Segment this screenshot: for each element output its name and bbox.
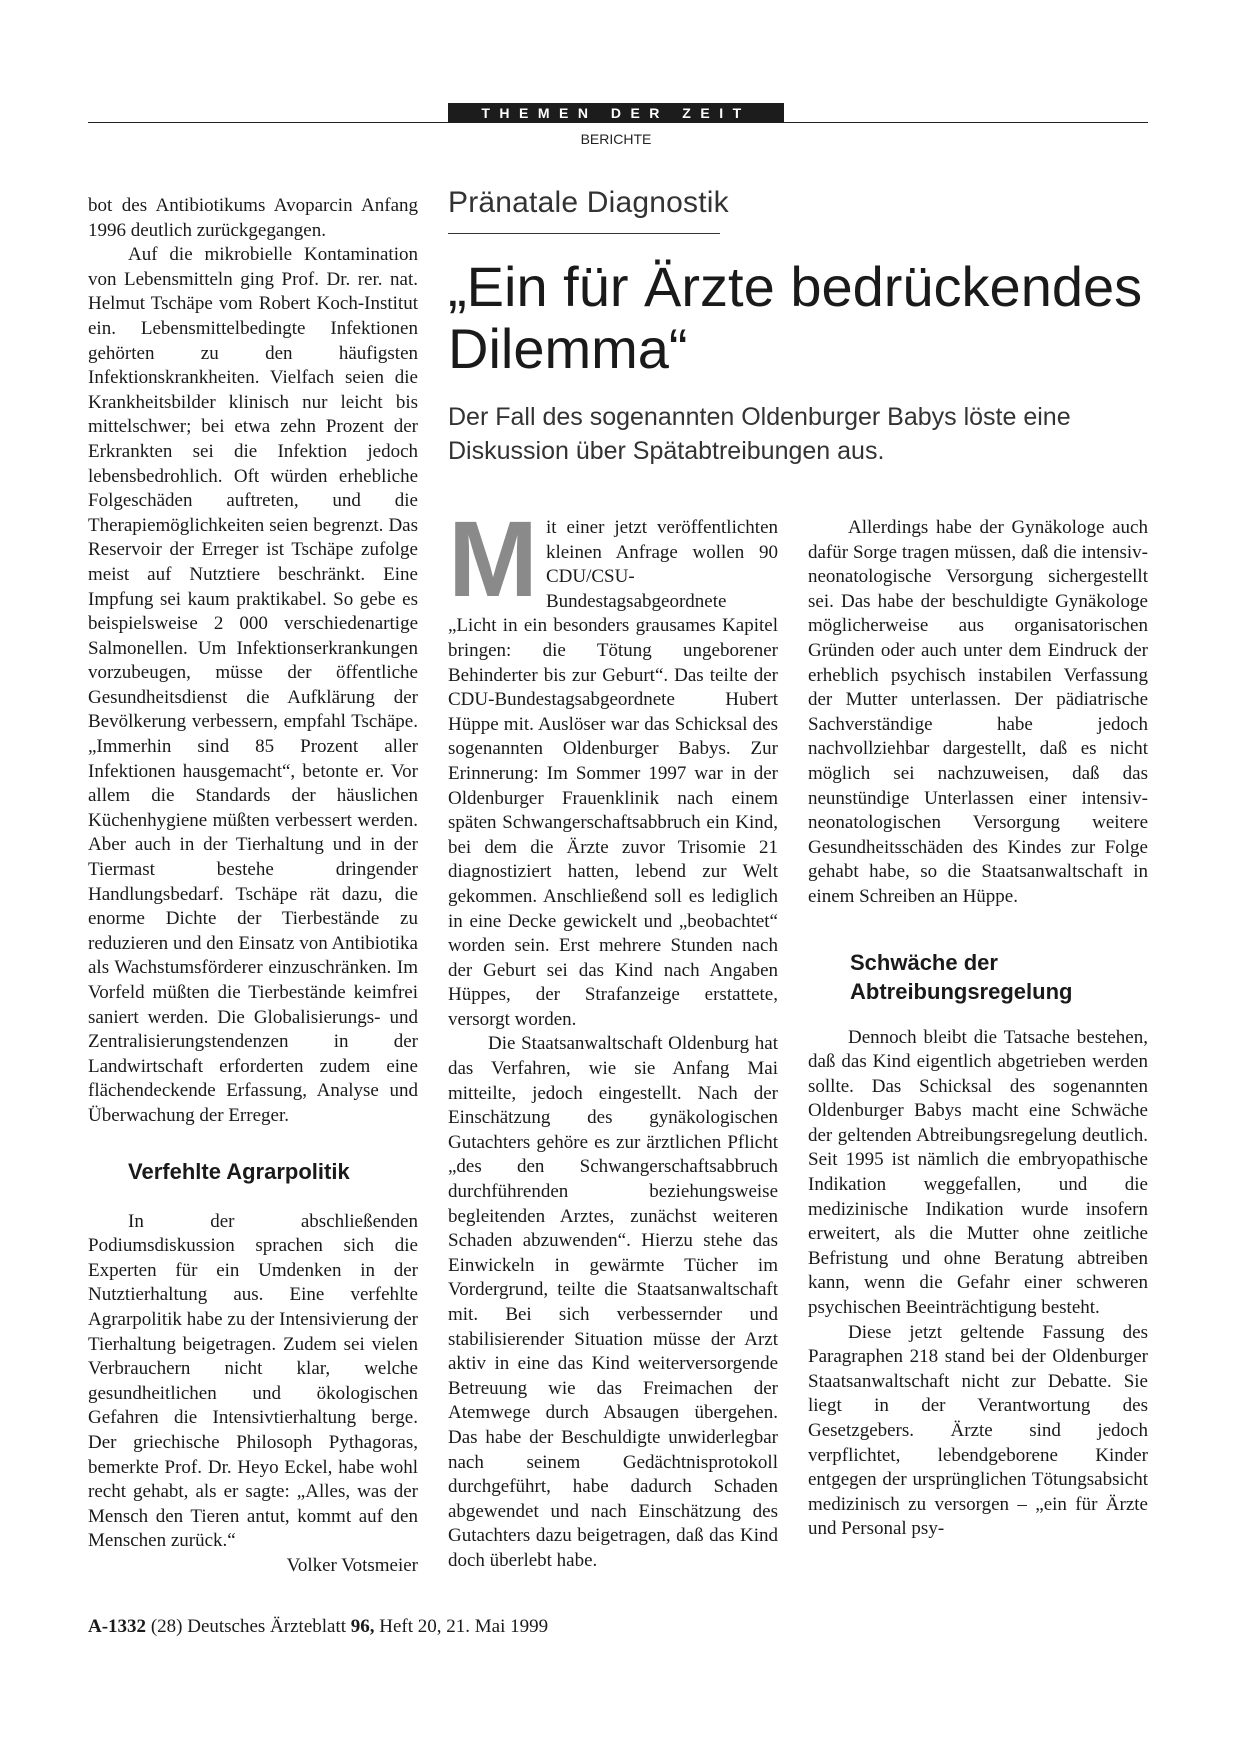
middle-paragraph-1-text: it einer jetzt veröffentlichten kleinen Anfrage wollen 90 CDU/CSU-Bundestagsabgeordnete „Licht in ein besonders grausames Kapitel bringen: die Tötung ungeborener Behinderter bis zur Geburt“. Das teilte der CDU-Bundestagsabgeordnete Hubert Hüppe mit. Auslöser war das Schicksal des sogenannten Oldenburger Babys. Zur Erinnerung: Im Sommer 1997 war in der Oldenburger Frauenklinik nach einem späten Schwangerschaftsabbruch ein Kind, bei dem die Ärzte zuvor Trisomie 21 diagnostiziert hatten, lebend zur Welt gekommen. Anschließend soll es lediglich in eine Decke gewickelt und „beobachtet“ worden sein. Erst mehrere Stunden nach der Geburt sei das Kind nach Angaben Hüppes, der Strafanzeige erstattete, versorgt worden. [448,517,778,1030]
footer-volume: 96, [350,1616,375,1637]
footer-issue: Heft 20, 21. Mai 1999 [379,1616,549,1637]
page-code: A-1332 [88,1616,147,1637]
kicker-rule [448,233,720,234]
section-label: THEMEN DER ZEIT [448,103,784,123]
middle-column [448,498,778,1574]
right-paragraph-2: Dennoch bleibt die Tatsache bestehen, daß das Kind eigentlich abgetrieben werden sollte. Das Schicksal des sogenannten Oldenburger Babys macht eine Schwäche der geltenden Abtreibungsregelung deutlich. Seit 1995 ist nämlich die embryopathische Indikation weggefallen, und die medizinische Indikation wurde insofern erweitert, als die Mutter ohne zeitliche Befristung und ohne Beratung abtreiben kann, wenn die Gefahr einer schweren psychischen Beeinträchtigung besteht. [808,1026,1148,1319]
subsection-label: BERICHTE [580,131,652,147]
article-deck: Der Fall des sogenannten Oldenburger Babys löste eine Diskussion über Spätabtreibungen aus. [448,403,1071,465]
middle-paragraph-2: Die Staatsanwaltschaft Oldenburg hat das Verfahren, wie sie Anfang Mai mitteilte, jedoch eingestellt. Nach der Einschätzung des gynäkologischen Gutachters gehöre es zur ärztlichen Pflicht „des den Schwangerschaftsabbruch durchführenden beziehungsweise begleitenden Arztes, zunächst weiteren Schaden abzuwenden“. Hierzu stehe das Einwickeln in gewärmte Tücher im Vordergrund, teilte die Staatsanwaltschaft mit. Bei sich verbessernder und stabilisierender Situation müsse der Arzt aktiv in eine das Kind weiterversorgende Betreuung wie das Freimachen der Atemwege durch Absaugen übergehen. Das habe der Beschuldigte unwiderlegbar nach seinem Gedächtnisprotokoll durchgeführt, habe dadurch Schaden abgewendet und nach Einschätzung des Gutachters dazu beigetragen, daß das Kind doch überlebt habe. [448,1033,778,1571]
drop-cap: M [448,498,538,619]
right-paragraph-3: Diese jetzt geltende Fassung des Paragraphen 218 stand bei der Oldenburger Staatsanwaltschaft nicht zur Debatte. Sie liegt in der Verantwortung des Gesetzgebers. Ärzte sind jedoch verpflichtet, lebendgeborene Kinder entgegen der ursprünglichen Tötungsabsicht medizinisch zu versorgen – „ein für Ärzte und Personal psy- [808,1321,1148,1540]
right-paragraph-1: Allerdings habe der Gynäkologe auch dafür Sorge tragen müssen, daß die intensiv-neonatologische Versorgung sichergestellt sei. Das habe der beschuldigte Gynäkologe möglicherweise aus organisatorischen Gründen oder auch unter dem Eindruck der erheblich psychisch instabilen Verfassung der Mutter unterlassen. Der pädiatrische Sachverständige habe jedoch nachvollziehbar dargestellt, daß es nicht möglich sei nachzuweisen, daß das neunstündige Unterlassen einer intensiv-neonatologischen Versorgung weitere Gesundheitsschäden des Kindes zur Folge gehabt habe, so die Staatsanwaltschaft in einem Schreiben an Hüppe. [808,517,1148,907]
middle-paragraph-1 [448,498,778,1032]
subhead-schwaeche-line-1: Schwäche der [850,949,998,975]
author-name: Volker Votsmeier [286,1554,418,1576]
page-footer [88,1616,548,1638]
left-paragraph-3: In der abschließenden Podiumsdiskussion sprachen sich die Experten für ein Umdenken in der Nutztierhaltung aus. Eine verfehlte Agrarpolitik habe zu der Intensivierung der Tierhaltung beigetragen. Zudem sei vielen Verbrauchern nicht klar, welche gesundheitlichen und ökologischen Gefahren die Intensivtierhaltung berge. Der griechische Philosoph Pythagoras, bemerkte Prof. Dr. Heyo Eckel, habe wohl recht gehabt, als er sagte: „Alles, was der Mensch den Tieren antut, kommt auf den Menschen zurück.“ [88,1210,418,1552]
subhead-verfehlte-agrarpolitik: Verfehlte Agrarpolitik [128,1158,350,1184]
left-column [88,194,418,1578]
article-headline: „Ein für Ärzte bedrückendes Dilemma“ [448,255,1143,380]
right-column [808,516,1148,1542]
subhead-schwaeche [850,948,1148,1006]
left-paragraph-2: Auf die mikrobielle Kontamination von Lebensmitteln ging Prof. Dr. rer. nat. Helmut Tschäpe vom Robert Koch-Institut ein. Lebensmittelbedingte Infektionen gehörten zu den häufigsten Infektionskrankheiten. Vielfach seien die Krankheitsbilder klinisch nur leicht bis mittelschwer; bei etwa zehn Prozent der Erkrankten sei die Infektion jedoch lebensbedrohlich. Oft würden erhebliche Folgeschäden auftreten, und die Therapiemöglichkeiten seien begrenzt. Das Reservoir der Erreger ist Tschäpe zufolge meist auf Nutztiere beschränkt. Eine Impfung sei kaum praktikabel. So gebe es beispielsweise 2 000 verschiedenartige Salmonellen. Um Infektionserkrankungen vorzubeugen, müsse der öffentliche Gesundheitsdienst die Aufklärung der Bevölkerung verbessern, empfahl Tschäpe. „Immerhin sind 85 Prozent aller Infektionen hausgemacht“, betonte er. Vor allem die Standards der häuslichen Küchenhygiene müßten verbessert werden. Aber auch in der Tierhaltung und in der Tiermast bestehe dringender Handlungsbedarf. Tschäpe rät dazu, die enorme Dichte der Tierbestände zu reduzieren und den Einsatz von Antibiotika als Wachstumsförderer einzuschränken. Im Vorfeld müßten die Tierbestände keimfrei saniert werden. Die Globalisierungs- und Zentralisierungstendenzen in der Landwirtschaft erforderten zudem eine flächendeckende Erfassung, Analyse und Überwachung der Erreger. [88,244,418,1126]
left-paragraph-1: bot des Antibiotikums Avoparcin Anfang 1996 deutlich zurückgegangen. [88,195,418,241]
footer-journal: (28) Deutsches Ärzteblatt [150,1616,347,1637]
subhead-schwaeche-line-2: Abtreibungsregelung [850,978,1073,1004]
article-kicker: Pränatale Diagnostik [448,186,729,219]
